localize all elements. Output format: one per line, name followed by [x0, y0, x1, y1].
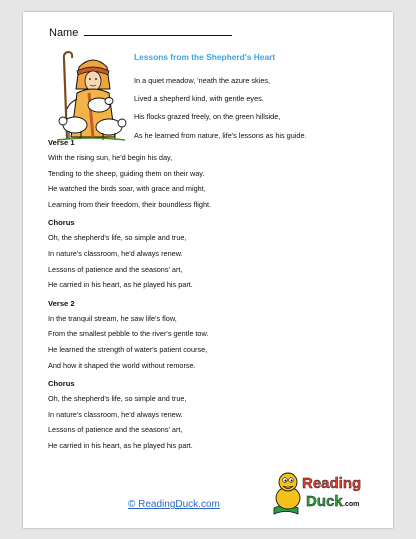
chorus-1-heading: Chorus	[48, 218, 75, 228]
verse-2-line: And how it shaped the world without remorse.	[48, 360, 196, 370]
verse-2-line: From the smallest pebble to the river's gentle tow.	[48, 329, 209, 339]
name-field-row	[49, 26, 232, 39]
chorus-1-line: Oh, the shepherd's life, so simple and true,	[48, 233, 187, 243]
intro-line: In a quiet meadow, 'neath the azure skies,	[134, 76, 271, 85]
chorus-2-line: Oh, the shepherd's life, so simple and true,	[48, 394, 187, 404]
chorus-2-line: Lessons of patience and the seasons' art,	[48, 425, 183, 435]
shepherd-with-sheep-illustration	[55, 49, 127, 143]
verse-2-line: He learned the strength of water's patient course,	[48, 344, 208, 354]
logo-word-reading: Reading	[302, 475, 362, 492]
reading-duck-link[interactable]: © ReadingDuck.com	[128, 499, 220, 510]
verse-1-line: Learning from their freedom, their boundless flight.	[48, 199, 212, 209]
intro-line: His flocks grazed freely, on the green hillside,	[134, 112, 281, 122]
verse-1-line: With the rising sun, he'd begin his day,	[48, 153, 173, 162]
intro-line: As he learned from nature, life's lessons as his guide.	[134, 130, 307, 140]
chorus-1-line: Lessons of patience and the seasons' art,	[48, 264, 183, 274]
verse-2-line: In the tranquil stream, he saw life's flow,	[48, 313, 177, 323]
worksheet-page	[23, 12, 393, 528]
chorus-2-heading: Chorus	[48, 379, 75, 389]
verse-1-line: Tending to the sheep, guiding them on their way.	[48, 168, 205, 178]
poem-body	[48, 136, 211, 454]
chorus-1-line: He carried in his heart, as he played his part.	[48, 280, 193, 290]
chorus-2-line: He carried in his heart, as he played his part.	[48, 440, 193, 450]
name-label: Name	[49, 27, 79, 39]
logo-word-suffix: .com	[343, 501, 360, 508]
chorus-1-line: In nature's classroom, he'd always renew.	[48, 248, 183, 258]
verse-1-line: He watched the birds soar, with grace and might,	[48, 184, 206, 194]
logo-word-duck: Duck	[306, 493, 343, 510]
chorus-2-line: In nature's classroom, he'd always renew.	[48, 409, 183, 419]
poem-title: Lessons from the Shepherd's Heart	[134, 52, 276, 62]
verse-1-heading: Verse 1	[48, 138, 75, 147]
intro-line: Lived a shepherd kind, with gentle eyes.	[134, 94, 264, 104]
name-blank-line	[84, 26, 232, 36]
verse-2-heading: Verse 2	[48, 298, 75, 308]
intro-stanza	[134, 72, 307, 145]
reading-duck-logo	[272, 468, 364, 516]
